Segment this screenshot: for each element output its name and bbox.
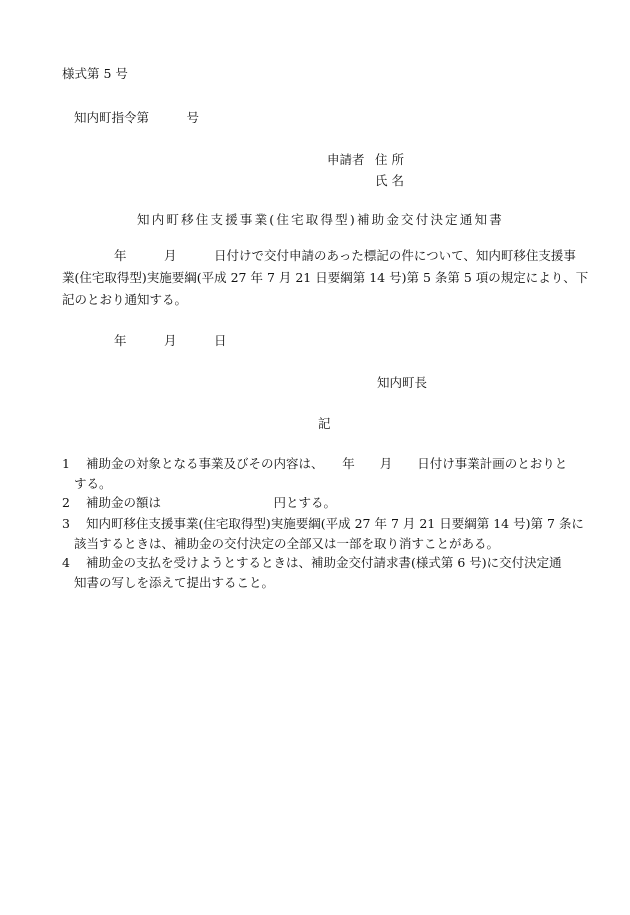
- list-item-3: [62, 514, 594, 554]
- form-number: 様式第 5 号: [62, 66, 128, 81]
- issuer-name: 知内町長: [377, 375, 428, 390]
- issue-date-line: 年 月 日: [114, 333, 227, 348]
- body-line-1: 年 月 日付けで交付申請のあった標記の件について、知内町移住支援事: [114, 248, 576, 263]
- list-item-4: [62, 553, 594, 593]
- body-line-2: 業(住宅取得型)実施要綱(平成 27 年 7 月 21 日要綱第 14 号)第 5 条第 5 項の規定により、下: [62, 270, 589, 285]
- list-item-number: 1: [62, 456, 70, 471]
- list-item-1: [62, 454, 594, 494]
- list-item-text: 補助金の対象となる事業及びその内容は、 年 月 日付け事業計画のとおりと: [86, 456, 568, 471]
- list-item-text-cont: 該当するときは、補助金の交付決定の全部又は一部を取り消すことがある。: [74, 536, 500, 551]
- document-title: 知内町移住支援事業(住宅取得型)補助金交付決定通知書: [137, 212, 504, 227]
- list-item-text-cont: 知書の写しを添えて提出すること。: [74, 575, 275, 590]
- list-item-text: 知内町移住支援事業(住宅取得型)実施要綱(平成 27 年 7 月 21 日要綱第 14 号)第 7 条に: [86, 516, 584, 531]
- list-item-number: 3: [62, 516, 70, 531]
- list-item-text: 補助金の額は 円とする。: [86, 495, 337, 510]
- body-paragraph: [62, 245, 594, 311]
- list-item-text: 補助金の支払を受けようとするときは、補助金交付請求書(様式第 6 号)に交付決定通: [86, 555, 562, 570]
- ki-heading: 記: [318, 416, 331, 431]
- applicant-address-label: 住 所: [375, 152, 404, 167]
- list-item-2: [62, 493, 594, 513]
- list-item-text-cont: する。: [74, 476, 112, 491]
- applicant-name-label: 氏 名: [375, 173, 404, 188]
- document-number: 知内町指令第 号: [74, 110, 200, 125]
- body-line-3: 記のとおり通知する。: [62, 292, 188, 307]
- applicant-label: 申請者: [327, 152, 365, 167]
- list-item-number: 2: [62, 495, 70, 510]
- list-item-number: 4: [62, 555, 70, 570]
